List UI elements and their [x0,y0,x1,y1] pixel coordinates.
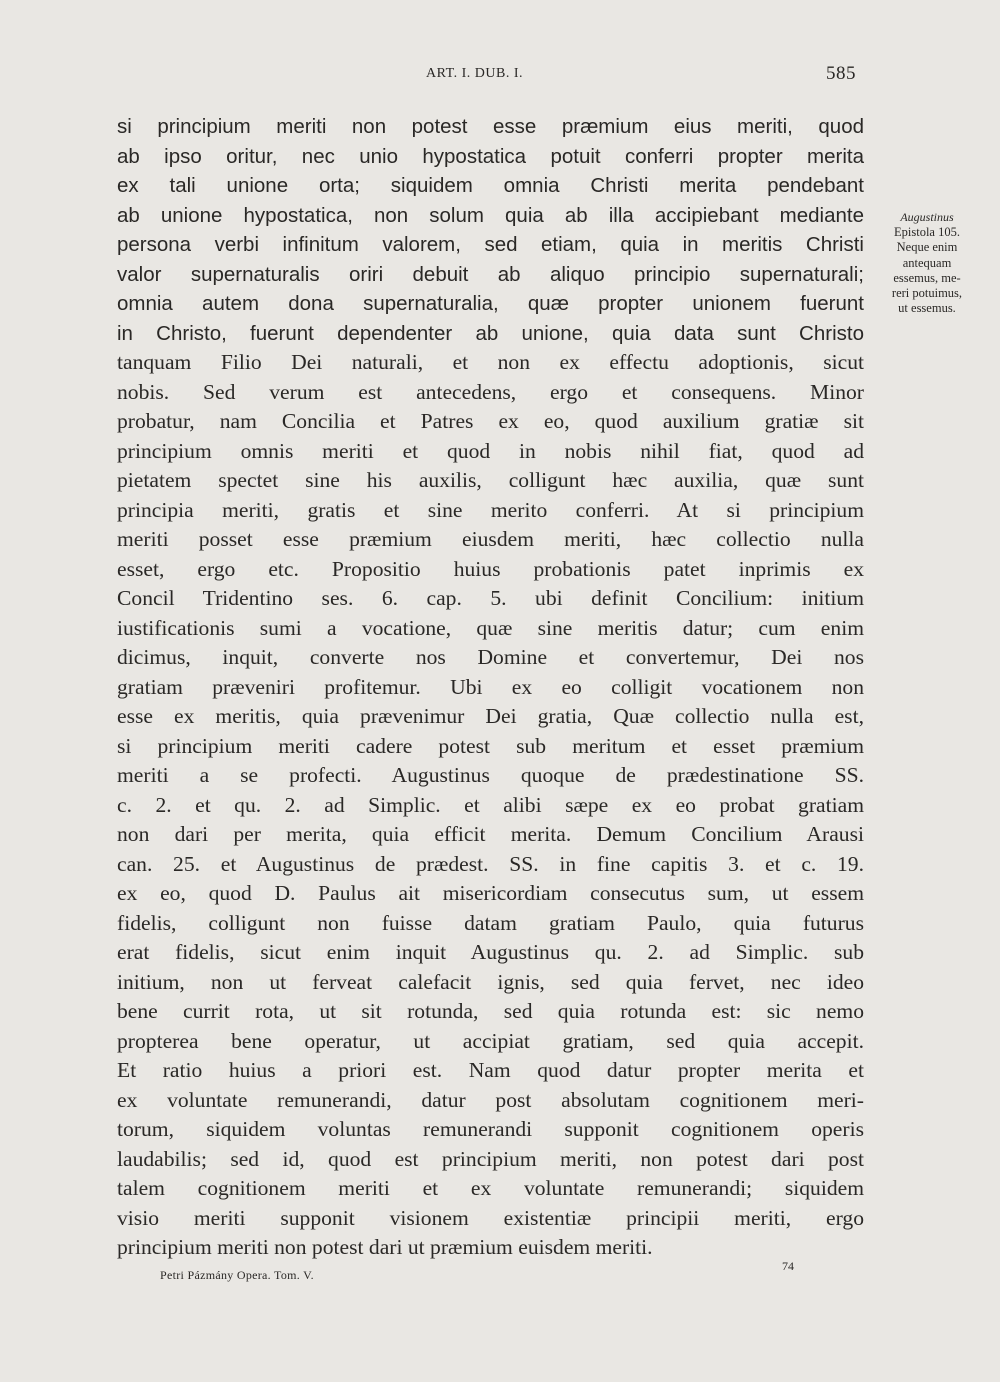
text-line: gratiam præveniri profitemur. Ubi ex eo colligit vocationem non [117,674,864,699]
text-line: can. 25. et Augustinus de prædest. SS. in fine capitis 3. et c. 19. [117,851,864,876]
margin-note [872,210,982,316]
text-line: visio meriti supponit visionem existentiæ principii meriti, ergo [117,1205,864,1230]
text-line: esset, ergo etc. Propositio huius probationis patet inprimis ex [117,556,864,581]
text-line: bene currit rota, ut sit rotunda, sed quia rotunda est: sic nemo [117,999,864,1023]
footer-signature: Petri Pázmány Opera. Tom. V. [160,1268,314,1282]
text-line: erat fidelis, sicut enim inquit Augustinus qu. 2. ad Simplic. sub [117,940,864,964]
text-line: ex voluntate remunerandi, datur post absolutam cognitionem meri- [117,1087,864,1112]
running-head: ART. I. DUB. I. [426,66,524,81]
page-number: 585 [826,63,856,84]
text-line: laudabilis; sed id, quod est principium meriti, non potest dari post [117,1146,864,1171]
margin-note-line: Epistola 105. [894,225,960,240]
text-line: torum, siquidem voluntas remunerandi supponit cognitionem operis [117,1117,864,1141]
text-line: talem cognitionem meriti et ex voluntate remunerandi; siquidem [117,1176,864,1200]
footer-sheet-number: 74 [782,1259,794,1273]
text-line: esse ex meritis, quia prævenimur Dei gratia, Quæ collectio nulla est, [117,704,864,728]
text-line: principia meriti, gratis et sine merito conferri. At si principium [117,497,864,522]
text-line: nobis. Sed verum est antecedens, ergo et consequens. Minor [117,379,864,404]
text-line: dicimus, inquit, converte nos Domine et convertemur, Dei nos [117,645,864,669]
text-line: ex eo, quod D. Paulus ait misericordiam consecutus sum, ut essem [117,881,864,905]
text-line: ab unione hypostatica, non solum quia ab illa accipiebant mediante [117,203,864,227]
margin-note-line: reri potuimus, [891,286,963,301]
margin-note-line: ut essemus. [898,301,956,316]
text-line: pietatem spectet sine his auxilis, colligunt hæc auxilia, quæ sunt [117,468,864,492]
margin-note-line: antequam [902,255,952,270]
text-line: principium meriti non potest dari ut præmium euisdem meriti. [117,1235,653,1259]
text-line: propterea bene operatur, ut accipiat gratiam, sed quia accepit. [117,1028,864,1053]
text-line: meriti a se profecti. Augustinus quoque de prædestinatione SS. [117,763,864,787]
text-line: valor supernaturalis oriri debuit ab aliquo principio supernaturali; [117,262,864,286]
margin-note-line: essemus, me- [893,270,961,285]
text-line: non dari per merita, quia efficit merita. Demum Concilium Arausi [117,822,864,846]
body-text [117,112,864,1263]
text-line: ex tali unione orta; siquidem omnia Christi merita pendebant [117,174,864,197]
text-line: persona verbi infinitum valorem, sed etiam, quia in meritis Christi [117,233,864,256]
text-line: Et ratio huius a priori est. Nam quod datur propter merita et [117,1058,864,1082]
text-line: Concil Tridentino ses. 6. cap. 5. ubi definit Concilium: initium [117,586,864,610]
text-line: in Christo, fuerunt dependenter ab unione, quia data sunt Christo [117,321,864,345]
text-line: si principium meriti cadere potest sub meritum et esset præmium [117,733,864,758]
text-line: initium, non ut ferveat calefacit ignis, sed quia fervet, nec ideo [117,969,864,994]
text-line: iustificationis sumi a vocatione, quæ sine meritis datur; cum enim [117,615,864,640]
text-line: tanquam Filio Dei naturali, et non ex effectu adoptionis, sicut [117,350,864,374]
text-line: c. 2. et qu. 2. ad Simplic. et alibi sæpe ex eo probat gratiam [117,792,864,817]
text-line: fidelis, colligunt non fuisse datam gratiam Paulo, quia futurus [117,910,864,935]
text-line: si principium meriti non potest esse præmium eius meriti, quod [117,115,864,138]
margin-note-line: Augustinus [900,210,954,224]
text-line: omnia autem dona supernaturalia, quæ propter unionem fuerunt [117,292,864,315]
text-line: ab ipso oritur, nec unio hypostatica potuit conferri propter merita [117,144,864,168]
text-line: principium omnis meriti et quod in nobis nihil fiat, quod ad [117,438,864,463]
margin-note-line: Neque enim [896,240,958,255]
text-line: meriti posset esse præmium eiusdem meriti, hæc collectio nulla [117,527,864,551]
text-line: probatur, nam Concilia et Patres ex eo, quod auxilium gratiæ sit [117,409,864,433]
